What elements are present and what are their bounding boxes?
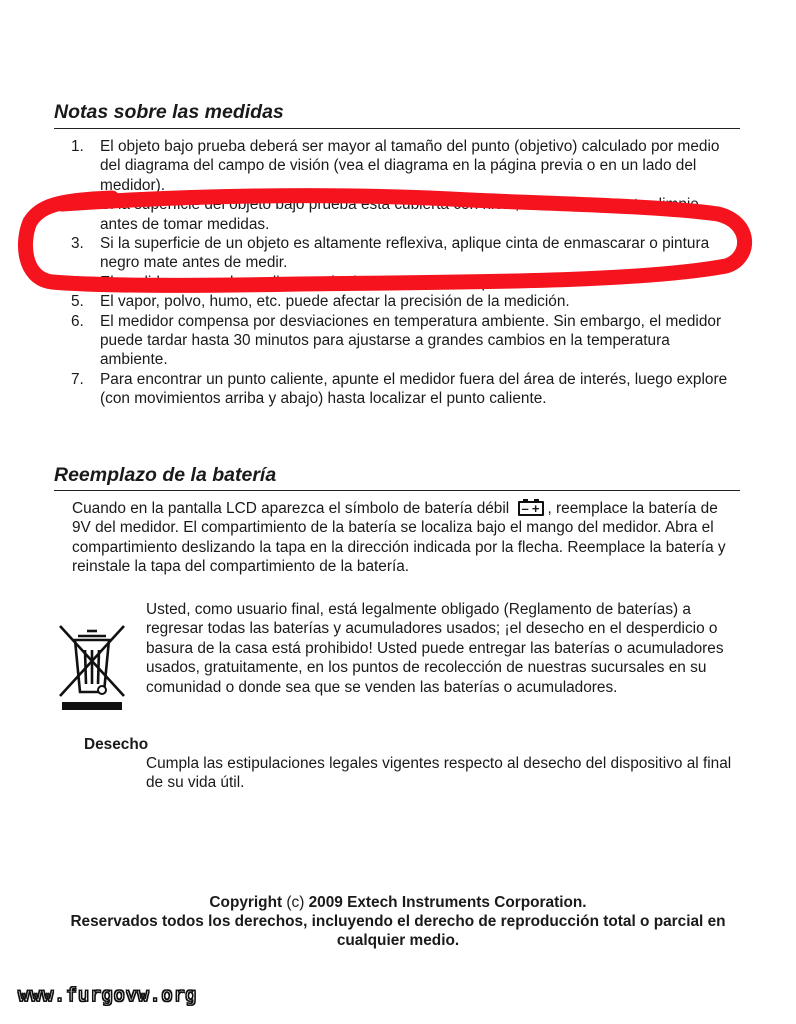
battery-low-icon: – + [518,501,544,516]
disposal-label: Desecho [84,736,149,753]
battery-heading-rule [54,490,740,491]
rights-statement: Reservados todos los derechos, incluyendo el derecho de reproducción total o parcial en cualquier medio. [70,913,726,950]
copyright-line [0,893,796,912]
weee-text: Usted, como usuario final, está legalmente obligado (Reglamento de baterías) a regresar todas las baterías y acumuladores usados; ¡el desecho en el desperdicio o basura de la casa está prohibido! Usted puede entregar las baterías o acumuladores usados, gratuitamente, en los puntos de recolección de nuestras sucursales en su comunidad o donde sea que se venden las baterías o acumuladores. [146,601,724,696]
battery-paragraph-start: Cuando en la pantalla LCD aparezca el símbolo de batería débil [72,500,510,517]
note-text: Si la superficie de un objeto es altamente reflexiva, aplique cinta de enmascarar o pintura negro mate antes de medir. [100,235,710,272]
note-item [64,312,740,370]
battery-paragraph [72,499,732,577]
note-number: 1. [71,138,84,155]
note-text: El medidor no puede medir a través de superficies transparentes. [100,273,546,291]
note-item [64,137,740,195]
note-number: 4. [71,273,84,291]
note-number: 7. [71,370,84,388]
note-item [64,195,740,234]
note-number: 5. [71,293,84,311]
note-text: El medidor compensa por desviaciones en temperatura ambiente. Sin embargo, el medidor puede tardar hasta 30 minutos para ajustarse a grandes cambios en la temperatura ambiente. [100,312,722,369]
note-item [64,234,740,273]
note-item [64,292,740,311]
battery-heading: Reemplazo de la batería [54,464,277,486]
copyright-word: Copyright [209,894,283,911]
notes-heading: Notas sobre las medidas [54,101,284,123]
disposal-text: Cumpla las estipulaciones legales vigentes respecto al desecho del dispositivo al final de su vida útil. [146,755,732,792]
note-number: 3. [71,235,84,253]
copyright-holder: 2009 Extech Instruments Corporation. [308,894,587,911]
note-item [64,370,740,409]
note-number: 2. [71,196,84,214]
battery-paragraph-end: , reemplace la batería de 9V del medidor. El compartimiento de la batería se localiza bajo el mango del medidor. Abra el compartimiento deslizando la tapa en la dirección indicada por la flecha. Reemplace la batería y reinstale la tapa del compartimiento de la batería. [72,500,726,576]
site-watermark: www.furgovw.org [18,984,198,1006]
note-text: Para encontrar un punto caliente, apunte el medidor fuera del área de interés, luego explore (con movimientos arriba y abajo) hasta localizar el punto caliente. [100,370,728,408]
note-text: Si la superficie del objeto bajo prueba está cubierta con hielo, aceite, mugre, etc., limpie antes de tomar medidas. [100,196,699,233]
note-text: El objeto bajo prueba deberá ser mayor al tamaño del punto (objetivo) calculado por medio del diagrama del campo de visión (vea el diagrama en la página previa o en un lado del medidor). [100,138,720,194]
notes-heading-rule [54,128,740,129]
note-item [64,273,740,292]
notes-list [64,137,740,409]
copyright-symbol: (c) [282,894,309,911]
note-number: 6. [71,312,84,330]
crossed-out-wheelie-bin-icon [56,622,128,714]
note-text: El vapor, polvo, humo, etc. puede afectar la precisión de la medición. [100,293,570,311]
